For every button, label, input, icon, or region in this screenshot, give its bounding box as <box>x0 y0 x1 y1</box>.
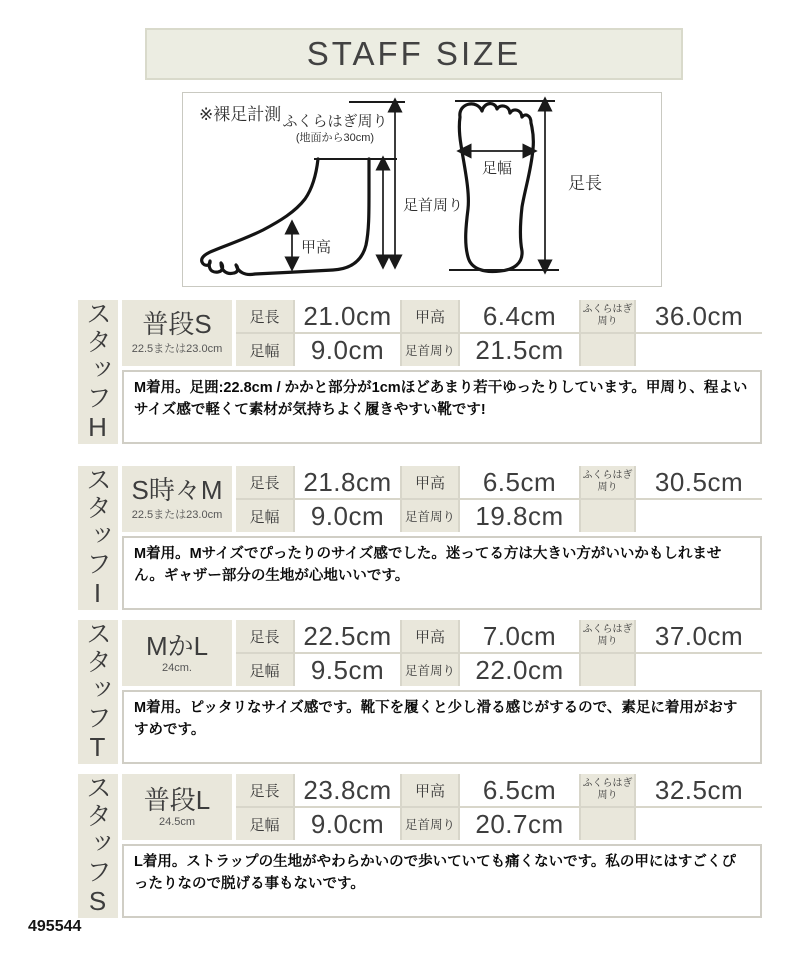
instep-header: 甲高 <box>402 300 458 332</box>
size-cell <box>122 466 232 532</box>
measurement-table <box>236 466 762 532</box>
staff-comment: L着用。ストラップの生地がやわらかいので歩いていても痛くないです。私の甲にはすごくぴったりなので脱げる事もないです。 <box>122 844 762 918</box>
staff-section-i <box>78 466 762 610</box>
calf-value: 36.0cm <box>636 300 762 332</box>
foot-length-header: 足長 <box>236 300 293 332</box>
foot-length-value: 21.0cm <box>295 300 400 332</box>
calf-header-line2: 周り <box>597 316 618 327</box>
foot-length-header: 足長 <box>236 774 293 806</box>
calf-value: 30.5cm <box>636 466 762 498</box>
instep-header: 甲高 <box>402 774 458 806</box>
staff-comment: M着用。足囲:22.8cm / かかと部分が1cmほどあまり若干ゆったりしています。甲周り、程よいサイズ感で軽くて素材が気持ちよく履きやすい靴です! <box>122 370 762 444</box>
calf-header-line2: 周り <box>597 790 618 801</box>
size-label: 普段L <box>143 784 211 815</box>
calf-header <box>581 300 634 332</box>
calf-header-line1: ふくらはぎ <box>582 304 633 315</box>
instep-value: 6.4cm <box>460 300 579 332</box>
instep-value: 6.5cm <box>460 466 579 498</box>
staff-comment: M着用。Mサイズでぴったりのサイズ感でした。迷ってる方は大きい方がいいかもしれません。ギャザー部分の生地が心地いいです。 <box>122 536 762 610</box>
foot-width-value: 9.5cm <box>295 654 400 686</box>
foot-measurement-illustration <box>183 93 661 286</box>
empty-label-cell <box>581 334 634 366</box>
calf-header <box>581 774 634 806</box>
staff-name: スタッフH <box>78 300 118 444</box>
foot-width-value: 9.0cm <box>295 334 400 366</box>
foot-length-header: 足長 <box>236 620 293 652</box>
ankle-header: 足首周り <box>402 654 458 686</box>
measurement-diagram <box>182 92 662 287</box>
ankle-header: 足首周り <box>402 808 458 840</box>
instep-value: 7.0cm <box>460 620 579 652</box>
foot-width-header: 足幅 <box>236 334 293 366</box>
item-code: 495544 <box>28 918 82 935</box>
size-sub-label: 24.5cm <box>158 816 196 829</box>
empty-label-cell <box>581 654 634 686</box>
instep-header: 甲高 <box>402 466 458 498</box>
ankle-value: 19.8cm <box>460 500 579 532</box>
foot-length-value: 22.5cm <box>295 620 400 652</box>
side-foot-drawing <box>202 159 369 275</box>
size-sub-label: 22.5または23.0cm <box>131 343 223 356</box>
calf-header-line1: ふくらはぎ <box>582 624 633 635</box>
size-cell <box>122 774 232 840</box>
empty-label-cell <box>581 808 634 840</box>
calf-header-line2: 周り <box>597 482 618 493</box>
calf-header <box>581 466 634 498</box>
size-label: MかL <box>145 630 209 661</box>
size-cell <box>122 300 232 366</box>
page-title: STAFF SIZE <box>145 28 683 80</box>
foot-width-label: 足幅 <box>481 160 513 177</box>
ankle-label: 足首周り <box>403 197 464 214</box>
calf-value: 37.0cm <box>636 620 762 652</box>
calf-header <box>581 620 634 652</box>
foot-width-header: 足幅 <box>236 808 293 840</box>
ankle-header: 足首周り <box>402 334 458 366</box>
staff-comment: M着用。ピッタリなサイズ感です。靴下を履くと少し滑る感じがするので、素足に着用がおすすめです。 <box>122 690 762 764</box>
size-sub-label: 22.5または23.0cm <box>131 509 223 522</box>
calf-header-line2: 周り <box>597 636 618 647</box>
foot-length-header: 足長 <box>236 466 293 498</box>
calf-header-line1: ふくらはぎ <box>582 778 633 789</box>
measurement-table <box>236 300 762 366</box>
staff-section-s <box>78 774 762 918</box>
empty-value-cell <box>636 654 762 686</box>
foot-width-header: 足幅 <box>236 654 293 686</box>
foot-length-value: 21.8cm <box>295 466 400 498</box>
staff-name: スタッフI <box>78 466 118 610</box>
foot-length-value: 23.8cm <box>295 774 400 806</box>
ankle-header: 足首周り <box>402 500 458 532</box>
foot-length-label: 足長 <box>568 174 602 193</box>
calf-value: 32.5cm <box>636 774 762 806</box>
foot-width-header: 足幅 <box>236 500 293 532</box>
measurement-table <box>236 774 762 840</box>
staff-name: スタッフT <box>78 620 118 764</box>
sole-foot-drawing <box>459 104 533 272</box>
size-label: S時々M <box>131 474 223 505</box>
size-sub-label: 24cm. <box>162 662 192 675</box>
empty-label-cell <box>581 500 634 532</box>
ankle-value: 21.5cm <box>460 334 579 366</box>
ankle-value: 20.7cm <box>460 808 579 840</box>
calf-sub-label: (地面から30cm) <box>295 132 375 144</box>
calf-label: ふくらはぎ周り <box>282 113 388 130</box>
instep-header: 甲高 <box>402 620 458 652</box>
size-label: 普段S <box>142 308 212 339</box>
foot-width-value: 9.0cm <box>295 808 400 840</box>
staff-section-t <box>78 620 762 764</box>
barefoot-note: ※裸足計測 <box>199 105 282 124</box>
staff-section-h <box>78 300 762 444</box>
foot-width-value: 9.0cm <box>295 500 400 532</box>
staff-name: スタッフS <box>78 774 118 918</box>
instep-label: 甲高 <box>301 239 332 256</box>
calf-header-line1: ふくらはぎ <box>582 470 633 481</box>
ankle-value: 22.0cm <box>460 654 579 686</box>
empty-value-cell <box>636 500 762 532</box>
empty-value-cell <box>636 808 762 840</box>
empty-value-cell <box>636 334 762 366</box>
instep-value: 6.5cm <box>460 774 579 806</box>
measurement-table <box>236 620 762 686</box>
size-cell <box>122 620 232 686</box>
